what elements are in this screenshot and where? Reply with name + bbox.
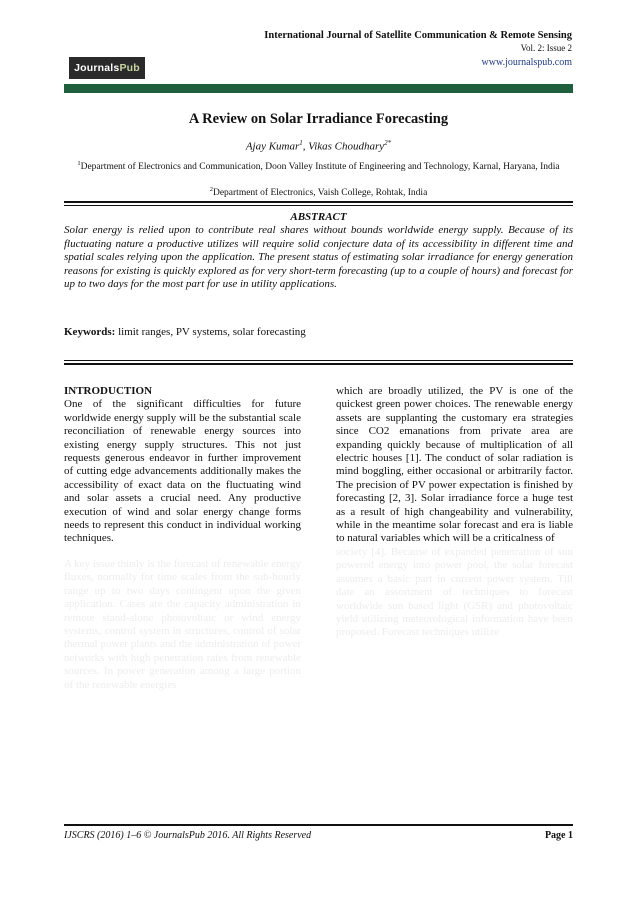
page-number: Page 1 [544, 830, 573, 841]
keywords-label: Keywords: [64, 326, 116, 338]
introduction-heading: INTRODUCTION [64, 385, 153, 397]
journal-name: International Journal of Satellite Communication & Remote Sensing [264, 30, 572, 41]
footer-rule [64, 824, 573, 826]
affiliation-2-mark: 2 [209, 186, 213, 193]
abstract-text: Solar energy is relied upon to contribute real shares without bounds worldwide energy supply. Because of its fluctuating nature a productive utilizes will require solid conjecture data of its accessibility in different time and spatial scales relying upon the application. The present status of estimating solar irradiance for energy generation reasons for existing is quickly explored as for very short-term forecasting (up to a couple of hours) and forecast for up to two days for the most part for use in utility applications. [64, 224, 573, 290]
journalspub-logo [69, 57, 145, 79]
abstract-heading: ABSTRACT [290, 211, 347, 223]
keywords-line [64, 326, 573, 338]
author-1: Ajay Kumar [245, 140, 300, 153]
logo-text-journals: Journals [74, 62, 120, 74]
affiliation-1 [72, 157, 565, 174]
author-1-affiliation-mark: 1 [299, 139, 303, 147]
volume-issue: Vol. 2: Issue 2 [520, 43, 572, 53]
intro-paragraph-1: One of the significant difficulties for future worldwide energy supply will be the substantial scale reconciliation of renewable energy sources into existing energy supply structures. This not just requests generous endeavor in further improvement of cutting edge advancements additionally makes the accessibility of exact data on the fluctuating wind and solar assets a crucial need. Any productive execution of wind and solar energy change forms needs to represent this conduct in individual working techniques. [64, 398, 301, 545]
affiliation-1-mark: 1 [77, 160, 81, 167]
author-2-affiliation-mark: 2* [384, 139, 392, 147]
header-band [64, 84, 573, 93]
abstract-top-rule [64, 201, 573, 203]
author-2: Vikas Choudhary [308, 140, 385, 153]
right-column-paragraph-1: which are broadly utilized, the PV is one of the quickest green power choices. The renewable energy assets are supplanting the customary era strategies since CO2 emanations from private area are expanding quickly because of multiplication of all electric houses [1]. The conduct of solar radiation is mind boggling, either occasional or arbitrarily factor. The precision of PV power expectation is finished by forecasting [2, 3]. Solar irradiance force a huge test as a result of high changeability and vulnerability, while in the meantime solar forecast and era is liable to natural variables which will be a criticalness of [336, 385, 573, 545]
intro-paragraph-2-faded: A key issue thusly is the forecast of renewable energy fluxes, normally for time scales from the sub-hourly range up to two days contingent upon the given application. Cases are the capacity administration in remote stand-alone photovoltaic or wind energy systems, control system in structures, control of solar thermal power plants and the administration of power networks with high penetration rates from renewable sources. In power generation among a large portion of the renewable energies [64, 557, 301, 691]
body-column-right [336, 385, 573, 640]
author-line [64, 139, 573, 153]
footer-citation: IJSCRS (2016) 1–6 © JournalsPub 2016. All Rights Reserved [64, 830, 312, 841]
abstract-bottom-rule [64, 363, 573, 365]
affiliation-2 [72, 183, 565, 200]
body-column-left [64, 385, 301, 692]
affiliation-2-text: Department of Electronics, Vaish College, Rohtak, India [212, 188, 428, 199]
logo-text-pub: Pub [119, 62, 140, 74]
abstract-bottom-rule-thin [64, 360, 573, 361]
author-separator: , [302, 140, 309, 153]
right-column-paragraph-2-faded: society [4]. Because of expanded penetration of sun powered energy into power pool, the solar forecast assumes a basic part in current power system. Till date an assortment of techniques to forecast worldwide sun based light (GSR) and photovoltaic yield utilizing meteorological information have been proposed. Forecast techniques utilize [336, 545, 573, 639]
paper-title: A Review on Solar Irradiance Forecasting [188, 111, 449, 127]
journal-website-link[interactable]: www.journalspub.com [481, 57, 572, 68]
keywords-text: limit ranges, PV systems, solar forecasting [115, 326, 306, 338]
affiliation-1-text: Department of Electronics and Communication, Doon Valley Institute of Engineering and Technology, Karnal, Haryana, India [80, 162, 560, 173]
abstract-top-rule-thin [64, 205, 573, 206]
